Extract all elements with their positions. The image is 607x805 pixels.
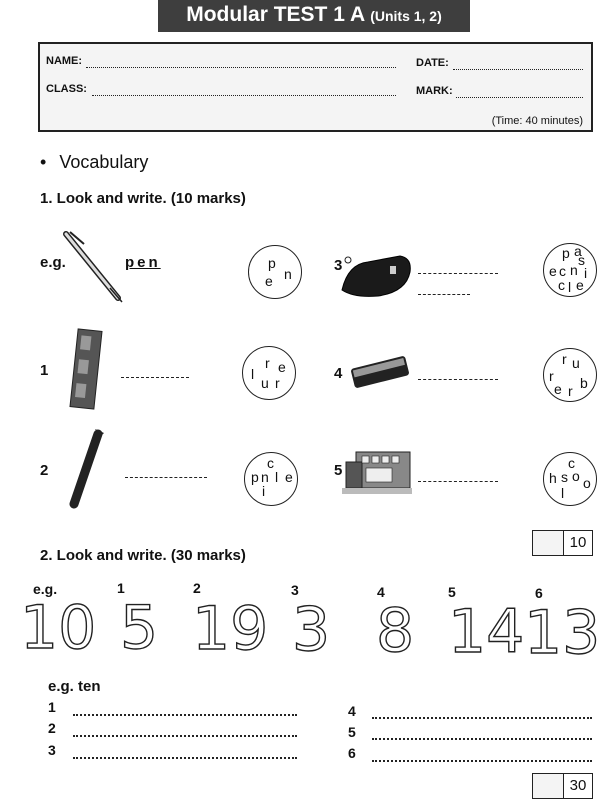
q2-title: 2. Look and write. (30 marks) [40, 547, 246, 564]
student-info-box [38, 42, 593, 132]
q2-line-4-number: 4 [348, 703, 356, 719]
q2-number-3: 3 [292, 595, 331, 665]
pen-picture [60, 228, 126, 304]
q1-item-1-answer[interactable] [121, 377, 189, 378]
q2-num-label-4: 4 [377, 584, 385, 600]
q1-item-2-answer[interactable] [125, 477, 207, 478]
school-picture [340, 448, 414, 496]
q1-example-answer: pen [125, 254, 161, 271]
q2-line-2[interactable] [73, 735, 297, 737]
q2-num-label-6: 6 [535, 585, 543, 601]
section-title: Vocabulary [59, 152, 149, 172]
q1-item-2-number: 2 [40, 462, 49, 479]
q1-example-label: e.g. [40, 254, 66, 271]
q2-line-3[interactable] [73, 757, 297, 759]
q1-score-field[interactable] [533, 531, 564, 555]
q2-num-label-1: 1 [117, 580, 125, 596]
test-units: (Units 1, 2) [370, 8, 442, 24]
q2-mark-total: 30 [569, 777, 587, 794]
ruler-picture [60, 326, 110, 412]
name-label: NAME: [46, 55, 83, 67]
q2-line-4[interactable] [372, 717, 592, 719]
q2-example-text: e.g. ten [48, 678, 101, 695]
q1-item-4-number: 4 [334, 365, 343, 382]
q2-number-eg: 10 [20, 593, 97, 663]
date-field[interactable] [453, 69, 583, 70]
class-label: CLASS: [46, 83, 87, 95]
q2-number-2: 19 [192, 594, 269, 664]
name-field[interactable] [86, 67, 396, 68]
pencil-case-picture [338, 250, 414, 300]
pencil-picture [62, 426, 108, 510]
letter-circle-example: p n e [248, 245, 302, 299]
q2-line-1-number: 1 [48, 699, 56, 715]
q2-number-6: 13 [524, 598, 601, 668]
date-label: DATE: [416, 57, 449, 69]
q2-line-3-number: 3 [48, 742, 56, 758]
q2-line-2-number: 2 [48, 720, 56, 736]
q2-num-label-3: 3 [291, 582, 299, 598]
letter-circle-2: c p n l e i [244, 452, 298, 506]
q2-line-6[interactable] [372, 760, 592, 762]
q2-score-field[interactable] [533, 774, 564, 798]
q1-mark-box [532, 530, 593, 556]
q2-number-5: 14 [448, 597, 525, 667]
q2-number-1: 5 [120, 593, 159, 663]
test-title: Modular TEST 1 A [186, 3, 365, 26]
q2-line-1[interactable] [73, 714, 297, 716]
section-heading [40, 152, 148, 173]
q2-line-6-number: 6 [348, 745, 356, 761]
q2-mark-box [532, 773, 593, 799]
q2-num-label-eg: e.g. [33, 581, 58, 597]
class-field[interactable] [92, 95, 396, 96]
q2-num-label-2: 2 [193, 580, 201, 596]
bullet: • [40, 152, 47, 172]
q2-number-4: 8 [376, 596, 415, 666]
q1-title: 1. Look and write. (10 marks) [40, 190, 246, 207]
test-title-banner [158, 0, 470, 32]
q1-item-3-number: 3 [334, 257, 343, 274]
mark-field[interactable] [456, 97, 583, 98]
letter-circle-5: c h s o o l [543, 452, 597, 506]
mark-label: MARK: [416, 85, 453, 97]
rubber-picture [346, 350, 414, 394]
q2-line-5[interactable] [372, 738, 592, 740]
letter-circle-1: r e l u r [242, 346, 296, 400]
letter-circle-3: p a s e c n i c l e [543, 243, 597, 297]
q1-item-1-number: 1 [40, 362, 49, 379]
q1-item-5-number: 5 [334, 462, 343, 479]
q2-num-label-5: 5 [448, 584, 456, 600]
q1-mark-total: 10 [569, 534, 587, 551]
q1-item-5-answer[interactable] [418, 481, 498, 482]
q2-line-5-number: 5 [348, 724, 356, 740]
q1-item-3-answer-line2[interactable] [418, 294, 470, 295]
q1-item-4-answer[interactable] [418, 379, 498, 380]
letter-circle-4: u r r e r b [543, 348, 597, 402]
time-limit: (Time: 40 minutes) [491, 115, 583, 127]
q1-item-3-answer-line1[interactable] [418, 273, 498, 274]
